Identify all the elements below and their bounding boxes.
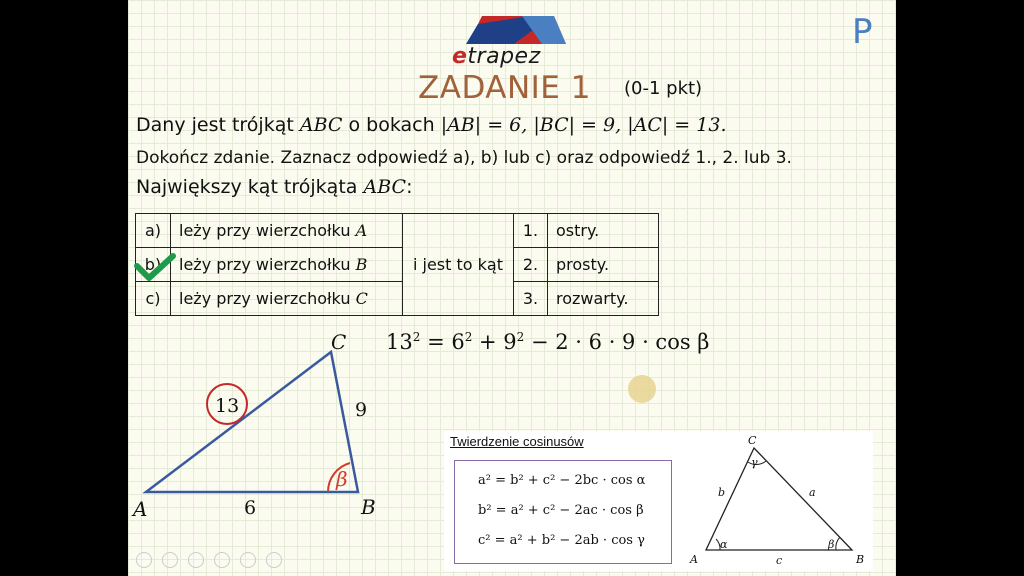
cosine-law-title: Twierdzenie cosinusów	[450, 434, 584, 449]
brand-text: etrapez	[452, 44, 541, 69]
ref-side-b: b	[718, 486, 726, 499]
side-ab-label: 6	[244, 497, 257, 519]
prev-icon[interactable]	[136, 552, 152, 568]
ref-vertex-a: A	[690, 553, 698, 566]
question: Największy kąt trójkąta ABC:	[136, 176, 413, 198]
table-row	[136, 214, 659, 248]
angle-beta-label: β	[336, 467, 348, 491]
option-c[interactable]: leży przy wierzchołku C	[171, 282, 403, 316]
ref-angle-gamma: γ	[751, 456, 758, 469]
vertex-a-label: A	[133, 497, 148, 521]
etrapez-logo	[460, 14, 570, 48]
answer-2[interactable]: prosty.	[548, 248, 659, 282]
more-icon[interactable]	[266, 552, 282, 568]
formula-a: a² = b² + c² − 2bc · cos α	[478, 473, 646, 488]
ref-angle-alpha: α	[720, 538, 728, 551]
cosine-equation: $13^2 = 6^2 + 9^2 - 2 \cdot 6 \cdot 9 \cdot \cos \beta$	[386, 330, 710, 354]
side-bc-label: 9	[355, 399, 368, 421]
problem-statement: Dany jest trójkąt ABC o bokach |AB| = 6, |BC| = 9, |AC| = 13.	[136, 114, 727, 136]
option-b[interactable]: leży przy wierzchołku B	[171, 248, 403, 282]
option-c-letter[interactable]: c)	[136, 282, 171, 316]
pen-icon[interactable]	[188, 552, 204, 568]
ref-angle-beta: β	[828, 538, 835, 551]
answer-table	[135, 213, 659, 316]
corner-letter: P	[852, 12, 873, 52]
option-b-letter[interactable]: b)	[136, 248, 171, 282]
option-a[interactable]: leży przy wierzchołku A	[171, 214, 403, 248]
vertex-b-label: B	[361, 495, 376, 519]
next-icon[interactable]	[162, 552, 178, 568]
triangle-diagram	[128, 325, 388, 525]
ref-vertex-b: B	[856, 553, 865, 566]
triangle-abc	[146, 352, 358, 492]
zoom-icon[interactable]	[240, 552, 256, 568]
task-title: ZADANIE 1	[418, 70, 591, 106]
mouse-cursor-highlight	[628, 375, 656, 403]
table-row	[136, 282, 659, 316]
checkmark-icon	[133, 252, 177, 282]
reference-triangle	[684, 432, 874, 570]
formula-c: c² = a² + b² − 2ab · cos γ	[478, 533, 645, 548]
vertex-c-label: C	[331, 330, 347, 354]
slideshow-toolbar	[136, 552, 287, 572]
side-ac-label: 13	[215, 395, 240, 417]
answer-3-num[interactable]: 3.	[514, 282, 548, 316]
table-row	[136, 248, 659, 282]
formula-b: b² = a² + c² − 2ac · cos β	[478, 503, 644, 518]
answer-3[interactable]: rozwarty.	[548, 282, 659, 316]
instructions: Dokończ zdanie. Zaznacz odpowiedź a), b) lub c) oraz odpowiedź 1., 2. lub 3.	[136, 148, 792, 168]
ref-side-c: c	[776, 554, 783, 567]
task-points: (0-1 pkt)	[624, 78, 703, 99]
middle-text: i jest to kąt	[403, 214, 514, 316]
answer-1[interactable]: ostry.	[548, 214, 659, 248]
answer-2-num[interactable]: 2.	[514, 248, 548, 282]
slide	[128, 0, 896, 576]
option-a-letter[interactable]: a)	[136, 214, 171, 248]
slides-icon[interactable]	[214, 552, 230, 568]
ref-side-a: a	[809, 486, 816, 499]
answer-1-num[interactable]: 1.	[514, 214, 548, 248]
ref-vertex-c: C	[748, 434, 757, 447]
